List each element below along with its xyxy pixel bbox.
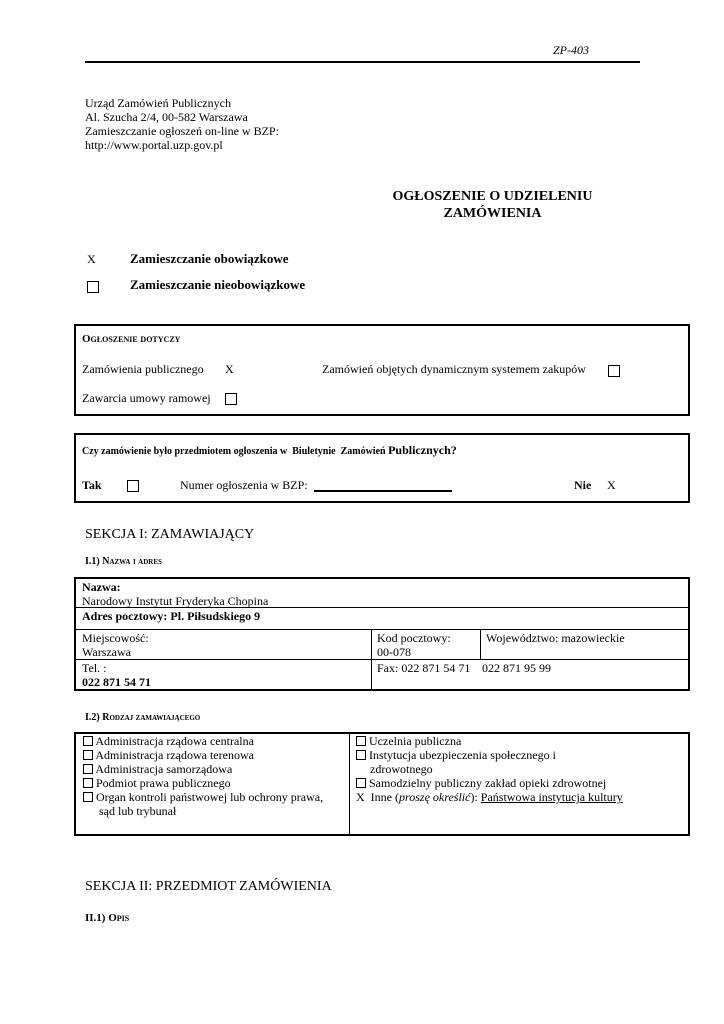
tel-value: 022 871 54 71: [82, 675, 151, 689]
optional-checkbox[interactable]: [87, 279, 99, 297]
bzp-question-part1: Czy zamówienie było przedmiotem ogłoszenia w Biuletynie Zamówień: [82, 446, 389, 457]
option-label: Administracja rządowa centralna: [95, 734, 254, 748]
option-state-control[interactable]: [83, 790, 323, 804]
address-row-divider-3: [75, 659, 689, 660]
issuer-url: http://www.portal.uzp.gov.pl: [85, 138, 223, 152]
framework-checkbox[interactable]: [225, 391, 237, 409]
option-state-control-cont: sąd lub trybunał: [99, 804, 177, 818]
public-order-mark[interactable]: X: [225, 362, 234, 376]
address-col-divider-2: [480, 629, 481, 659]
option-public-law-entity[interactable]: [83, 776, 323, 790]
name-value: Narodowy Instytut Fryderyka Chopina: [82, 594, 269, 608]
public-order-label: Zamówienia publicznego: [82, 362, 204, 376]
dynamic-system-label: Zamówień objętych dynamicznym systemem zakupów: [322, 362, 586, 376]
fax-label: Fax: 022 871 54 71: [377, 661, 471, 675]
option-label: Administracja rządowa terenowa: [95, 748, 254, 762]
address-row-divider-2: [75, 629, 689, 630]
tel-label: Tel. :: [82, 661, 107, 675]
option-label: Podmiot prawa publicznego: [96, 776, 231, 790]
section2-heading: SEKCJA II: PRZEDMIOT ZAMÓWIENIA: [85, 879, 332, 894]
other-close: ):: [470, 790, 478, 804]
optional-label: Zamieszczanie nieobowiązkowe: [130, 277, 306, 292]
section1-sub2-heading: I.2) Rodzaj zamawiającego: [85, 712, 201, 723]
contracting-type-divider: [349, 733, 350, 835]
bzp-number-label: Numer ogłoszenia w BZP:: [180, 478, 308, 492]
option-label: Organ kontroli państwowej lub ochrony prawa,: [96, 790, 324, 804]
issuer-line-1: Urząd Zamówień Publicznych: [85, 96, 231, 110]
dynamic-system-checkbox[interactable]: [608, 363, 620, 381]
bzp-no-mark[interactable]: X: [607, 478, 616, 492]
contracting-type-right: [356, 734, 623, 804]
city-label: Miejscowość:: [82, 631, 149, 645]
section1-heading: SEKCJA I: ZAMAWIAJĄCY: [85, 527, 255, 542]
issuer-line-3: Zamieszczanie ogłoszeń on-line w BZP:: [85, 124, 279, 138]
other-mark: X: [356, 790, 365, 804]
bzp-no-label: Nie: [574, 478, 592, 492]
option-self-gov-admin[interactable]: [83, 762, 323, 776]
other-label: Inne (: [370, 790, 399, 804]
option-label: Uczelnia publiczna: [369, 734, 462, 748]
city-value: Warszawa: [82, 645, 132, 659]
mandatory-mark[interactable]: X: [87, 252, 96, 266]
header-rule: [85, 61, 640, 63]
bzp-question-part2: Publicznych?: [388, 443, 457, 457]
option-local-gov-admin[interactable]: [83, 748, 323, 762]
framework-label: Zawarcia umowy ramowej: [82, 391, 211, 405]
voivodeship-label: Województwo: mazowieckie: [486, 631, 625, 645]
bzp-yes-checkbox[interactable]: [127, 478, 139, 496]
option-central-admin[interactable]: [83, 734, 323, 748]
page-title: [350, 188, 635, 222]
name-label: Nazwa:: [82, 580, 121, 594]
title-line-2: ZAMÓWIENIA: [443, 206, 542, 221]
postal-value: 00-078: [377, 645, 411, 659]
other-value: Państwowa instytucja kultury: [480, 790, 623, 804]
bzp-number-input[interactable]: [314, 478, 452, 492]
option-insurance-cont: zdrowotnego: [370, 762, 433, 776]
issuer-line-2: Al. Szucha 2/4, 00-582 Warszawa: [85, 110, 248, 124]
bzp-question: [82, 443, 457, 458]
address-label: Adres pocztowy: Pl. Piłsudskiego 9: [82, 609, 261, 623]
title-line-1: OGŁOSZENIE O UDZIELENIU: [392, 189, 593, 204]
bzp-yes-label: Tak: [82, 478, 102, 492]
other-italic: proszę określić: [399, 790, 471, 804]
address-col-divider-1: [371, 629, 372, 690]
fax-value: 022 871 95 99: [482, 661, 551, 675]
option-label: Samodzielny publiczny zakład opieki zdrowotnej: [369, 776, 607, 790]
option-label: Administracja samorządowa: [95, 762, 233, 776]
option-other[interactable]: [356, 790, 623, 804]
issuer-block: [85, 96, 279, 152]
contracting-type-left: [83, 734, 323, 818]
section1-sub1-heading: I.1) Nazwa i adres: [85, 556, 162, 567]
option-university[interactable]: [356, 734, 623, 748]
option-label: Instytucja ubezpieczenia społecznego i: [369, 748, 556, 762]
option-insurance-institution[interactable]: [356, 748, 623, 762]
option-healthcare[interactable]: [356, 776, 623, 790]
form-code: ZP-403: [553, 43, 589, 57]
section2-sub1-heading: II.1) Opis: [85, 912, 130, 924]
mandatory-label: Zamieszczanie obowiązkowe: [130, 251, 289, 266]
postal-label: Kod pocztowy:: [377, 631, 451, 645]
notice-concerns-heading: Ogłoszenie dotyczy: [82, 333, 181, 345]
